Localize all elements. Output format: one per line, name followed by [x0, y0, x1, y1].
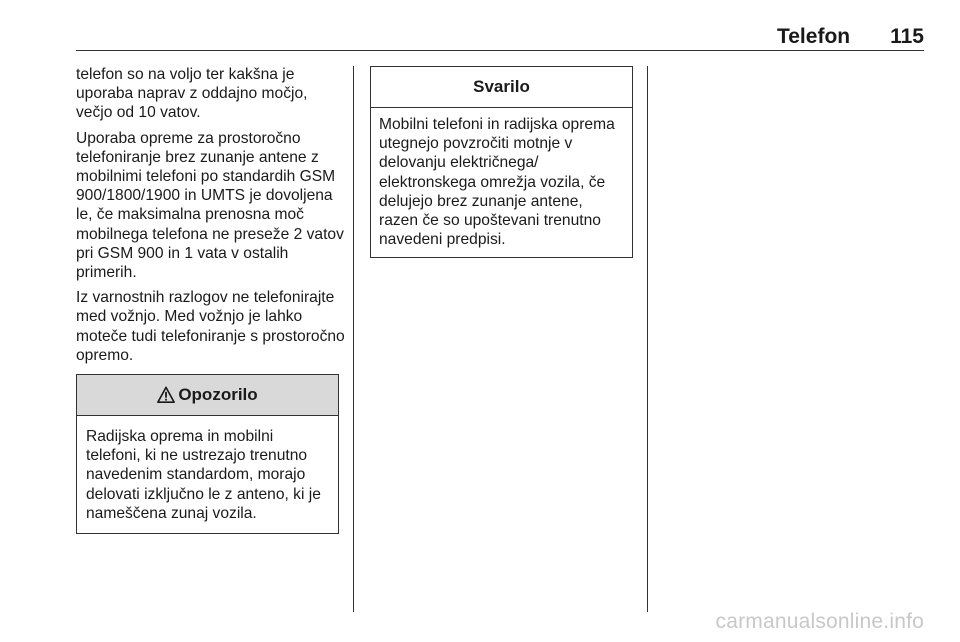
paragraph-3: Iz varnostnih razlogov ne telefonirajte med vožnjo. Med vožnjo je lahko moteče tudi telefoniranje s prostoročno opremo.: [76, 289, 345, 364]
paragraph-2: Uporaba opreme za prostoročno telefoniranje brez zunanje antene z mobilnimi telefoni po standardih GSM 900/1800/1900 in UMTS je dovoljena le, če maksimalna prenosna moč mobilnega telefona ne preseže 2 vatov pri GSM 900 in 1 vata v ostalih primerih.: [76, 129, 344, 282]
warning-box: [76, 374, 339, 534]
notice-text: Mobilni telefoni in radijska oprema utegnejo povzročiti motnje v delovanju električnega/ elektronskega omrežja vozila, če delujejo brez zunanje antene, razen če so upoštevani trenutno navedeni predpisi.: [379, 116, 615, 249]
column-divider-2: [647, 66, 648, 612]
warning-triangle-icon: [157, 386, 175, 404]
notice-header: Svarilo: [371, 67, 632, 108]
warning-text: Radijska oprema in mobilni telefoni, ki ne ustrezajo trenutno navedenim standardom, morajo delovati izključno le z anteno, ki je nameščena zunaj vozila.: [86, 428, 321, 522]
warning-title: Opozorilo: [178, 385, 258, 405]
column-divider-1: [353, 66, 354, 612]
watermark: carmanualsonline.info: [715, 610, 924, 633]
notice-box: [370, 66, 633, 258]
section-title: Telefon: [776, 25, 851, 48]
column-left: [76, 65, 348, 534]
page-header: [777, 24, 924, 50]
header-rule: [76, 50, 924, 51]
paragraph-1: telefon so na voljo ter kakšna je uporaba naprav z oddajno močjo, večjo od 10 vatov.: [76, 66, 308, 122]
page-number: 115: [890, 25, 924, 48]
warning-header: [77, 375, 338, 416]
